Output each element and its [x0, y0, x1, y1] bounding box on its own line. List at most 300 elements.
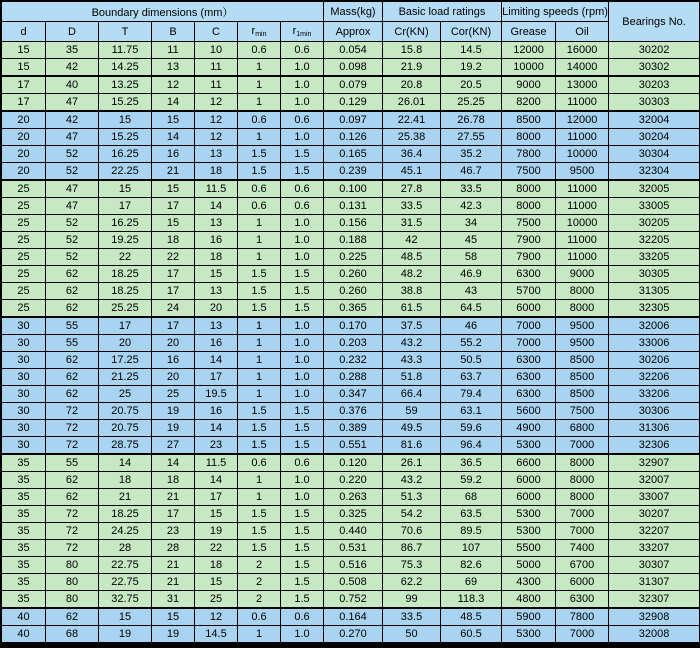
cell-r-min: 1 [238, 386, 280, 402]
cell-d: 17 [2, 94, 45, 110]
cell-cr: 22.41 [383, 111, 440, 128]
table-row [2, 94, 699, 110]
cell-oil: 7000 [556, 523, 608, 539]
table-row [2, 540, 699, 556]
cell-B: 17 [152, 506, 194, 522]
cell-B: 15 [152, 608, 194, 625]
cell-T: 25.25 [99, 300, 151, 316]
cell-B: 17 [152, 283, 194, 299]
cell-mass: 0.188 [324, 232, 382, 248]
cell-bearing-no: 31307 [609, 574, 699, 590]
cell-d: 30 [2, 317, 45, 334]
cell-bearing-no: 32305 [609, 300, 699, 316]
cell-grease: 6300 [502, 369, 555, 385]
cell-mass: 0.232 [324, 352, 382, 368]
cell-cor: 34 [441, 215, 501, 231]
cell-C: 12 [195, 608, 237, 625]
cell-D: 72 [46, 540, 98, 556]
cell-oil: 11000 [556, 232, 608, 248]
cell-bearing-no: 32004 [609, 111, 699, 128]
cell-d: 40 [2, 608, 45, 625]
cell-grease: 7500 [502, 163, 555, 179]
cell-D: 52 [46, 146, 98, 162]
cell-cr: 27.8 [383, 180, 440, 197]
cell-mass: 0.531 [324, 540, 382, 556]
cell-mass: 0.260 [324, 283, 382, 299]
cell-B: 18 [152, 472, 194, 488]
cell-cr: 49.5 [383, 420, 440, 436]
cell-grease: 6300 [502, 352, 555, 368]
cell-cr: 75.3 [383, 557, 440, 573]
cell-C: 17 [195, 369, 237, 385]
cell-D: 52 [46, 163, 98, 179]
cell-oil: 7400 [556, 540, 608, 556]
cell-r-min: 1.5 [238, 403, 280, 419]
cell-r1-min: 1.5 [281, 300, 323, 316]
cell-d: 15 [2, 42, 45, 58]
cell-D: 47 [46, 180, 98, 197]
cell-D: 62 [46, 352, 98, 368]
cell-cor: 63.7 [441, 369, 501, 385]
cell-r-min: 0.6 [238, 198, 280, 214]
cell-r1-min: 1.0 [281, 489, 323, 505]
cell-d: 30 [2, 420, 45, 436]
cell-r1-min: 1.0 [281, 59, 323, 75]
cell-d: 20 [2, 111, 45, 128]
cell-bearing-no: 32207 [609, 523, 699, 539]
cell-mass: 0.365 [324, 300, 382, 316]
cell-oil: 7000 [556, 626, 608, 642]
cell-oil: 9500 [556, 163, 608, 179]
cell-C: 23 [195, 437, 237, 453]
cell-C: 14 [195, 352, 237, 368]
cell-cr: 37.5 [383, 317, 440, 334]
cell-oil: 6700 [556, 557, 608, 573]
cell-cr: 42 [383, 232, 440, 248]
cell-r-min: 2 [238, 557, 280, 573]
cell-bearing-no: 32307 [609, 591, 699, 607]
cell-T: 32.75 [99, 591, 151, 607]
cell-cr: 26.01 [383, 94, 440, 110]
cell-d: 25 [2, 180, 45, 197]
cell-r-min: 1 [238, 489, 280, 505]
cell-B: 14 [152, 129, 194, 145]
cell-D: 42 [46, 59, 98, 75]
cell-r-min: 0.6 [238, 454, 280, 471]
table-row [2, 163, 699, 179]
cell-B: 16 [152, 146, 194, 162]
table-row [2, 215, 699, 231]
cell-cor: 69 [441, 574, 501, 590]
cell-r-min: 1 [238, 249, 280, 265]
cell-r1-min: 1.5 [281, 557, 323, 573]
cell-D: 47 [46, 129, 98, 145]
cell-T: 15 [99, 608, 151, 625]
cell-cr: 43.3 [383, 352, 440, 368]
cell-D: 55 [46, 335, 98, 351]
cell-grease: 9000 [502, 76, 555, 93]
cell-D: 62 [46, 489, 98, 505]
header-bearings-no: Bearings No. [609, 2, 699, 41]
cell-r1-min: 1.0 [281, 249, 323, 265]
header-grease: Grease [502, 22, 555, 41]
table-row [2, 300, 699, 316]
cell-T: 13.25 [99, 76, 151, 93]
header-mass: Mass(kg) [324, 2, 382, 21]
cell-r-min: 1 [238, 129, 280, 145]
cell-oil: 12000 [556, 111, 608, 128]
cell-cor: 82.6 [441, 557, 501, 573]
cell-grease: 5600 [502, 403, 555, 419]
cell-C: 19.5 [195, 386, 237, 402]
cell-D: 68 [46, 626, 98, 642]
cell-grease: 5300 [502, 506, 555, 522]
cell-grease: 6600 [502, 454, 555, 471]
cell-T: 18.25 [99, 506, 151, 522]
cell-C: 18 [195, 249, 237, 265]
cell-cr: 50 [383, 626, 440, 642]
cell-r-min: 0.6 [238, 180, 280, 197]
cell-r1-min: 0.6 [281, 111, 323, 128]
cell-cor: 50.5 [441, 352, 501, 368]
cell-D: 52 [46, 232, 98, 248]
cell-cor: 35.2 [441, 146, 501, 162]
cell-r1-min: 1.0 [281, 317, 323, 334]
cell-r1-min: 1.0 [281, 76, 323, 93]
cell-B: 17 [152, 266, 194, 282]
cell-r-min: 1 [238, 369, 280, 385]
cell-C: 16 [195, 335, 237, 351]
cell-B: 21 [152, 574, 194, 590]
cell-T: 19.25 [99, 232, 151, 248]
cell-grease: 5300 [502, 626, 555, 642]
cell-r-min: 1 [238, 232, 280, 248]
cell-cor: 118.3 [441, 591, 501, 607]
cell-r-min: 1 [238, 59, 280, 75]
cell-B: 19 [152, 420, 194, 436]
cell-T: 20.75 [99, 420, 151, 436]
cell-D: 47 [46, 198, 98, 214]
cell-r-min: 1 [238, 335, 280, 351]
cell-r-min: 1.5 [238, 437, 280, 453]
cell-bearing-no: 30302 [609, 59, 699, 75]
table-row [2, 249, 699, 265]
cell-mass: 0.079 [324, 76, 382, 93]
cell-cr: 54.2 [383, 506, 440, 522]
cell-cor: 45 [441, 232, 501, 248]
cell-grease: 4900 [502, 420, 555, 436]
cell-bearing-no: 30305 [609, 266, 699, 282]
cell-cr: 25.38 [383, 129, 440, 145]
cell-bearing-no: 32206 [609, 369, 699, 385]
cell-cor: 48.5 [441, 608, 501, 625]
cell-mass: 0.220 [324, 472, 382, 488]
cell-grease: 4300 [502, 574, 555, 590]
cell-bearing-no: 31305 [609, 283, 699, 299]
cell-cor: 58 [441, 249, 501, 265]
cell-oil: 8000 [556, 454, 608, 471]
cell-r1-min: 1.5 [281, 163, 323, 179]
cell-C: 13 [195, 317, 237, 334]
cell-D: 80 [46, 591, 98, 607]
table-row [2, 180, 699, 197]
cell-grease: 8000 [502, 129, 555, 145]
cell-bearing-no: 32306 [609, 437, 699, 453]
cell-T: 15 [99, 180, 151, 197]
cell-mass: 0.516 [324, 557, 382, 573]
table-row [2, 317, 699, 334]
cell-grease: 7500 [502, 215, 555, 231]
cell-T: 24.25 [99, 523, 151, 539]
cell-d: 25 [2, 300, 45, 316]
cell-cr: 99 [383, 591, 440, 607]
cell-mass: 0.126 [324, 129, 382, 145]
cell-cor: 64.5 [441, 300, 501, 316]
header-basic-load-ratings: Basic load ratings [383, 2, 501, 21]
cell-oil: 6300 [556, 591, 608, 607]
cell-cr: 66.4 [383, 386, 440, 402]
cell-r1-min: 1.0 [281, 386, 323, 402]
cell-C: 10 [195, 42, 237, 58]
cell-oil: 16000 [556, 42, 608, 58]
table-row [2, 574, 699, 590]
cell-B: 21 [152, 557, 194, 573]
cell-B: 17 [152, 198, 194, 214]
cell-cor: 55.2 [441, 335, 501, 351]
cell-T: 14.25 [99, 59, 151, 75]
cell-bearing-no: 31306 [609, 420, 699, 436]
cell-B: 20 [152, 369, 194, 385]
cell-B: 16 [152, 352, 194, 368]
cell-B: 21 [152, 163, 194, 179]
cell-T: 11.75 [99, 42, 151, 58]
table-body [2, 42, 699, 642]
cell-r1-min: 1.0 [281, 369, 323, 385]
cell-d: 15 [2, 59, 45, 75]
cell-T: 22.75 [99, 574, 151, 590]
cell-T: 17 [99, 198, 151, 214]
cell-T: 22 [99, 249, 151, 265]
cell-cor: 63.1 [441, 403, 501, 419]
cell-C: 19 [195, 523, 237, 539]
cell-C: 25 [195, 591, 237, 607]
cell-cor: 43 [441, 283, 501, 299]
cell-grease: 6000 [502, 300, 555, 316]
cell-bearing-no: 30202 [609, 42, 699, 58]
cell-B: 28 [152, 540, 194, 556]
table-row [2, 76, 699, 93]
cell-r-min: 1.5 [238, 266, 280, 282]
cell-B: 13 [152, 59, 194, 75]
cell-oil: 7000 [556, 506, 608, 522]
cell-cor: 42.3 [441, 198, 501, 214]
cell-r-min: 1 [238, 215, 280, 231]
cell-oil: 8000 [556, 283, 608, 299]
cell-T: 22.75 [99, 557, 151, 573]
cell-oil: 8000 [556, 300, 608, 316]
cell-grease: 5700 [502, 283, 555, 299]
table-row [2, 369, 699, 385]
cell-grease: 7800 [502, 146, 555, 162]
cell-cor: 89.5 [441, 523, 501, 539]
cell-T: 28 [99, 540, 151, 556]
cell-cor: 27.55 [441, 129, 501, 145]
cell-C: 15 [195, 506, 237, 522]
header-T: T [99, 22, 151, 41]
cell-grease: 8000 [502, 198, 555, 214]
cell-C: 20 [195, 300, 237, 316]
cell-oil: 11000 [556, 129, 608, 145]
cell-C: 17 [195, 489, 237, 505]
cell-d: 35 [2, 540, 45, 556]
cell-D: 42 [46, 111, 98, 128]
cell-cor: 26.78 [441, 111, 501, 128]
cell-r-min: 2 [238, 591, 280, 607]
header-oil: Oil [556, 22, 608, 41]
cell-r1-min: 1.5 [281, 591, 323, 607]
cell-mass: 0.156 [324, 215, 382, 231]
cell-T: 18.25 [99, 283, 151, 299]
cell-B: 23 [152, 523, 194, 539]
cell-d: 25 [2, 215, 45, 231]
cell-mass: 0.170 [324, 317, 382, 334]
cell-C: 13 [195, 215, 237, 231]
header-r1-symbol: r [292, 25, 297, 37]
cell-mass: 0.551 [324, 437, 382, 453]
table-row [2, 59, 699, 75]
table-row [2, 283, 699, 299]
cell-T: 16.25 [99, 215, 151, 231]
cell-r1-min: 1.0 [281, 232, 323, 248]
cell-mass: 0.225 [324, 249, 382, 265]
cell-r-min: 1.5 [238, 523, 280, 539]
cell-oil: 11000 [556, 180, 608, 197]
table-row [2, 146, 699, 162]
cell-C: 14 [195, 472, 237, 488]
cell-grease: 6300 [502, 386, 555, 402]
cell-r1-min: 1.5 [281, 574, 323, 590]
cell-C: 16 [195, 232, 237, 248]
table-row [2, 506, 699, 522]
header-cr: Cr(KN) [383, 22, 440, 41]
cell-grease: 4800 [502, 591, 555, 607]
cell-r1-min: 1.0 [281, 94, 323, 110]
cell-B: 15 [152, 180, 194, 197]
table-row [2, 42, 699, 58]
cell-d: 35 [2, 557, 45, 573]
cell-d: 35 [2, 454, 45, 471]
cell-oil: 11000 [556, 249, 608, 265]
cell-cr: 43.2 [383, 472, 440, 488]
cell-bearing-no: 30306 [609, 403, 699, 419]
cell-mass: 0.288 [324, 369, 382, 385]
cell-T: 21.25 [99, 369, 151, 385]
cell-D: 72 [46, 523, 98, 539]
cell-D: 40 [46, 76, 98, 93]
cell-d: 20 [2, 146, 45, 162]
cell-T: 18.25 [99, 266, 151, 282]
cell-oil: 11000 [556, 94, 608, 110]
cell-C: 12 [195, 111, 237, 128]
cell-cor: 33.5 [441, 180, 501, 197]
cell-cor: 46.9 [441, 266, 501, 282]
cell-bearing-no: 32005 [609, 180, 699, 197]
cell-mass: 0.440 [324, 523, 382, 539]
cell-B: 17 [152, 317, 194, 334]
cell-bearing-no: 33006 [609, 335, 699, 351]
table-row [2, 111, 699, 128]
cell-cr: 51.8 [383, 369, 440, 385]
cell-oil: 7800 [556, 608, 608, 625]
cell-r1-min: 1.5 [281, 523, 323, 539]
cell-C: 22 [195, 540, 237, 556]
header-r1-subscript: 1min [296, 31, 312, 38]
cell-oil: 8500 [556, 369, 608, 385]
cell-r-min: 0.6 [238, 111, 280, 128]
cell-cr: 33.5 [383, 608, 440, 625]
table-row [2, 472, 699, 488]
cell-bearing-no: 32205 [609, 232, 699, 248]
cell-C: 18 [195, 163, 237, 179]
cell-mass: 0.165 [324, 146, 382, 162]
cell-oil: 7000 [556, 437, 608, 453]
cell-d: 20 [2, 129, 45, 145]
cell-mass: 0.239 [324, 163, 382, 179]
cell-d: 30 [2, 403, 45, 419]
cell-D: 47 [46, 94, 98, 110]
cell-D: 62 [46, 472, 98, 488]
cell-D: 72 [46, 506, 98, 522]
cell-cor: 46.7 [441, 163, 501, 179]
cell-cor: 59.6 [441, 420, 501, 436]
cell-cor: 96.4 [441, 437, 501, 453]
cell-d: 25 [2, 283, 45, 299]
cell-D: 62 [46, 300, 98, 316]
cell-cr: 81.6 [383, 437, 440, 453]
cell-D: 62 [46, 266, 98, 282]
cell-d: 35 [2, 591, 45, 607]
cell-d: 25 [2, 266, 45, 282]
cell-mass: 0.098 [324, 59, 382, 75]
cell-oil: 9500 [556, 317, 608, 334]
cell-bearing-no: 32008 [609, 626, 699, 642]
table-row [2, 266, 699, 282]
cell-r1-min: 1.0 [281, 335, 323, 351]
table-row [2, 386, 699, 402]
cell-r1-min: 1.5 [281, 283, 323, 299]
cell-B: 18 [152, 232, 194, 248]
cell-T: 20.75 [99, 403, 151, 419]
cell-mass: 0.100 [324, 180, 382, 197]
cell-grease: 7000 [502, 317, 555, 334]
cell-r-min: 1 [238, 76, 280, 93]
table-row [2, 198, 699, 214]
cell-oil: 8000 [556, 489, 608, 505]
table-row [2, 523, 699, 539]
cell-grease: 6000 [502, 472, 555, 488]
cell-B: 12 [152, 76, 194, 93]
cell-B: 11 [152, 42, 194, 58]
cell-r-min: 1 [238, 472, 280, 488]
cell-D: 52 [46, 249, 98, 265]
cell-cor: 107 [441, 540, 501, 556]
cell-r1-min: 0.6 [281, 180, 323, 197]
header-approx: Approx [324, 22, 382, 41]
cell-oil: 8500 [556, 386, 608, 402]
cell-bearing-no: 30205 [609, 215, 699, 231]
cell-r-min: 1.5 [238, 540, 280, 556]
header-d: d [2, 22, 45, 41]
